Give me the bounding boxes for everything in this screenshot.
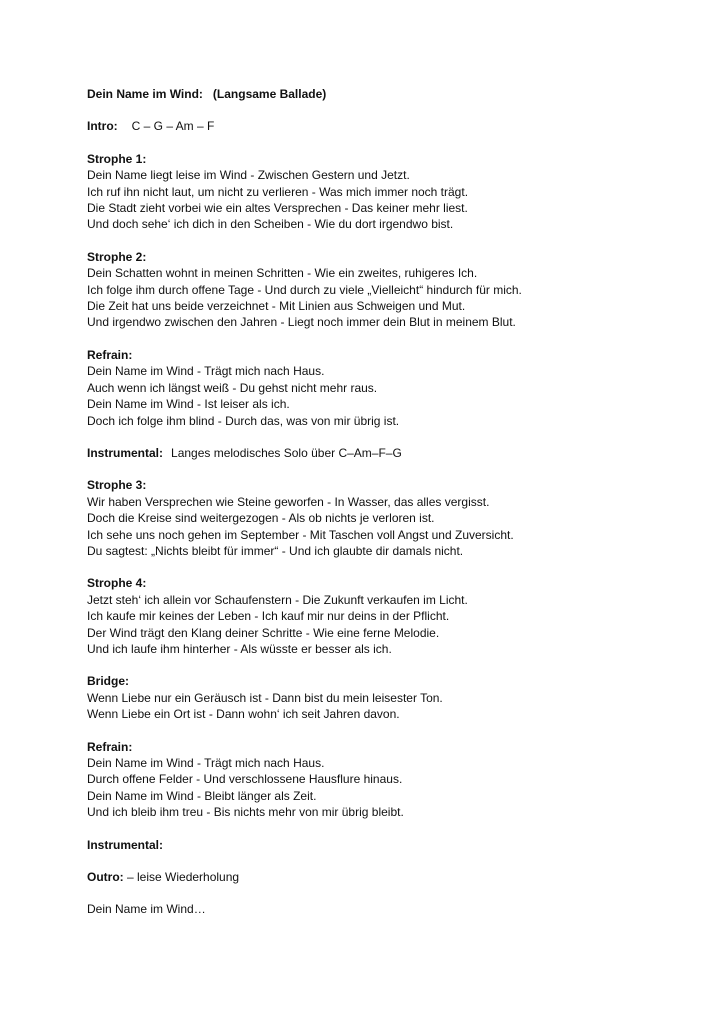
lyric-line: Auch wenn ich längst weiß - Du gehst nicht mehr raus. — [87, 380, 378, 395]
lyric-line: Wenn Liebe ein Ort ist - Dann wohn‘ ich seit Jahren davon. — [87, 707, 400, 722]
lyric-line: Und ich bleib ihm treu - Bis nichts mehr von mir übrig bleibt. — [87, 805, 404, 820]
instrumental-2-label: Instrumental: — [87, 837, 164, 852]
bridge — [87, 673, 687, 722]
outro — [87, 869, 687, 885]
instrumental-1 — [87, 445, 687, 461]
lyric-line: Dein Name liegt leise im Wind - Zwischen Gestern und Jetzt. — [87, 168, 410, 183]
outro-description: – leise Wiederholung — [127, 870, 240, 885]
lyric-line: Die Zeit hat uns beide verzeichnet - Mit Linien aus Schweigen und Mut. — [87, 299, 466, 314]
strophe-1 — [87, 151, 687, 233]
strophe-1-heading: Strophe 1: — [87, 151, 147, 166]
title-subtitle: (Langsame Ballade) — [212, 87, 327, 101]
lyric-line: Doch die Kreise sind weitergezogen - Als ob nichts je verloren ist. — [87, 511, 435, 526]
intro-section — [87, 118, 687, 134]
strophe-3 — [87, 477, 687, 559]
song-title — [87, 86, 687, 102]
instrumental-2 — [87, 837, 687, 853]
strophe-2 — [87, 249, 687, 331]
lyric-line: Wir haben Versprechen wie Steine geworfen - In Wasser, das alles vergisst. — [87, 494, 490, 509]
lyric-line: Und irgendwo zwischen den Jahren - Liegt noch immer dein Blut in meinem Blut. — [87, 315, 516, 330]
lyric-line: Ich ruf ihn nicht laut, um nicht zu verlieren - Was mich immer noch trägt. — [87, 184, 469, 199]
instrumental-1-label: Instrumental: — [87, 445, 164, 460]
lyric-line: Dein Name im Wind - Ist leiser als ich. — [87, 397, 290, 412]
refrain-2-heading: Refrain: — [87, 739, 133, 754]
bridge-heading: Bridge: — [87, 674, 129, 689]
refrain-1 — [87, 347, 687, 429]
lyric-line: Und doch sehe‘ ich dich in den Scheiben - Wie du dort irgendwo bist. — [87, 217, 454, 232]
lyric-line: Die Stadt zieht vorbei wie ein altes Versprechen - Das keiner mehr liest. — [87, 201, 468, 216]
lyric-line: Der Wind trägt den Klang deiner Schritte - Wie eine ferne Melodie. — [87, 625, 440, 640]
lyric-line: Jetzt steh‘ ich allein vor Schaufenstern - Die Zukunft verkaufen im Licht. — [87, 592, 468, 607]
lyric-line: Ich sehe uns noch gehen im September - Mit Taschen voll Angst und Zuversicht. — [87, 527, 514, 542]
intro-chords: C – G – Am – F — [131, 119, 215, 134]
lyric-line: Dein Name im Wind - Trägt mich nach Haus. — [87, 364, 325, 379]
song-document — [87, 86, 687, 934]
outro-label: Outro: — [87, 870, 124, 885]
lyric-line: Wenn Liebe nur ein Geräusch ist - Dann bist du mein leisester Ton. — [87, 690, 443, 705]
ending-text: Dein Name im Wind… — [87, 902, 206, 917]
strophe-2-heading: Strophe 2: — [87, 249, 147, 264]
lyric-line: Ich folge ihm durch offene Tage - Und durch zu viele „Vielleicht“ hindurch für mich. — [87, 282, 522, 297]
lyric-line: Dein Name im Wind - Trägt mich nach Haus. — [87, 756, 325, 770]
refrain-1-heading: Refrain: — [87, 347, 133, 362]
lyric-line: Durch offene Felder - Und verschlossene Hausflure hinaus. — [87, 772, 403, 787]
lyric-line: Dein Name im Wind - Bleibt länger als Zeit. — [87, 788, 317, 803]
strophe-3-heading: Strophe 3: — [87, 478, 147, 493]
lyric-line: Ich kaufe mir keines der Leben - Ich kauf mir nur deins in der Pflicht. — [87, 609, 450, 624]
strophe-4-heading: Strophe 4: — [87, 576, 147, 591]
refrain-2 — [87, 739, 687, 821]
lyric-line: Und ich laufe ihm hinterher - Als wüsste er besser als ich. — [87, 641, 392, 656]
lyric-line: Du sagtest: „Nichts bleibt für immer“ - Und ich glaubte dir damals nicht. — [87, 543, 464, 558]
instrumental-1-description: Langes melodisches Solo über C–Am–F–G — [171, 445, 402, 460]
lyric-line: Dein Schatten wohnt in meinen Schritten - Wie ein zweites, ruhigeres Ich. — [87, 266, 478, 281]
lyric-line: Doch ich folge ihm blind - Durch das, was von mir übrig ist. — [87, 413, 400, 428]
title-main: Dein Name im Wind: — [87, 87, 203, 101]
strophe-4 — [87, 575, 687, 657]
ending — [87, 901, 687, 917]
intro-label: Intro: — [87, 119, 118, 134]
